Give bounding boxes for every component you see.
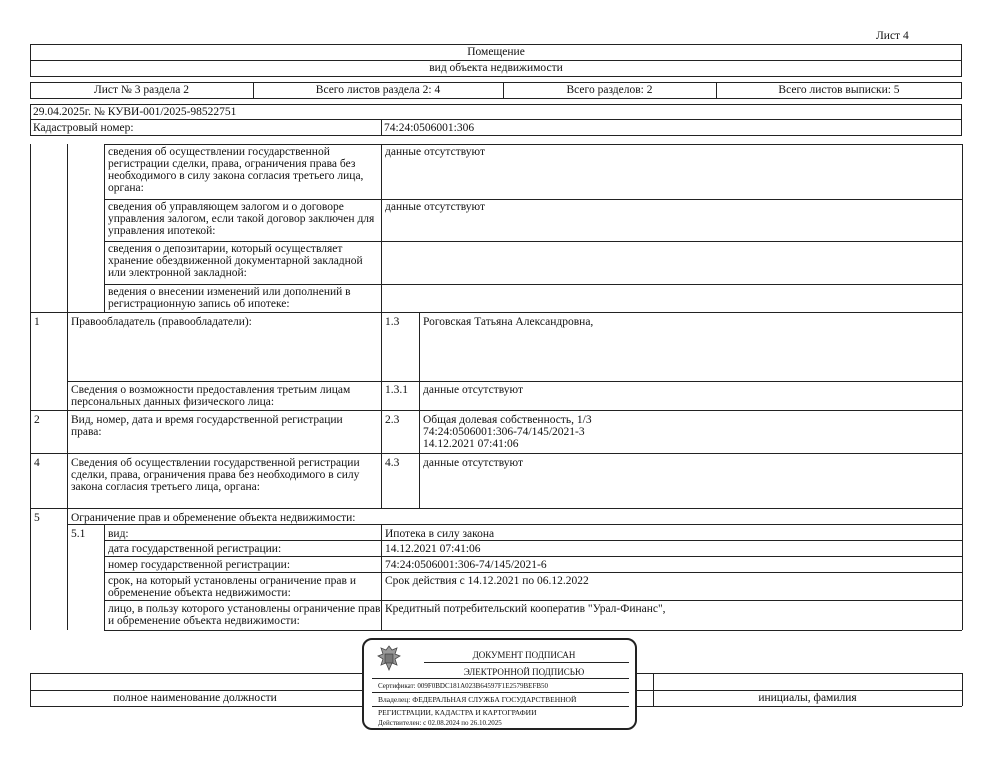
object-type-title: Помещение	[467, 46, 525, 58]
encumbrance-term: Срок действия с 14.12.2021 по 06.12.2022	[385, 575, 589, 587]
encumbrance-beneficiary: Кредитный потребительский кооператив "Урал-Финанс",	[385, 603, 666, 615]
row-label: Сведения о возможности предоставления третьим лицам персональных данных физического лица:	[71, 384, 351, 408]
row-code: 2.3	[385, 414, 400, 426]
row-code: 1.3.1	[385, 384, 408, 396]
top-row-label: сведения о депозитарии, который осуществляет хранение обездвиженной документарной закладной или электронной закладной:	[108, 243, 363, 279]
top-row-label: ведения о внесении изменений или дополнений в регистрационную запись об ипотеке:	[108, 286, 351, 310]
total-sheets-extract: Всего листов выписки: 5	[778, 84, 900, 96]
top-row-label: сведения об управляющем залогом и о договоре управления залогом, если такой договор заключен для управления ипотекой:	[108, 201, 375, 237]
document-reference: 29.04.2025г. № КУВИ-001/2025-98522751	[33, 106, 237, 118]
position-label: полное наименование должности	[113, 692, 277, 704]
right-reg-number: 74:24:0506001:306-74/145/2021-3	[423, 426, 585, 438]
cadastral-number: 74:24:0506001:306	[384, 122, 475, 134]
row-number: 2	[34, 414, 40, 426]
right-holder-name: Роговская Татьяна Александровна,	[423, 316, 594, 328]
row-number: 1	[34, 316, 40, 328]
encumbrance-reg-number: 74:24:0506001:306-74/145/2021-6	[385, 559, 547, 571]
encumbrance-label: номер государственной регистрации:	[108, 559, 291, 571]
stamp-owner: Владелец: ФЕДЕРАЛЬНАЯ СЛУЖБА ГОСУДАРСТВЕННОЙ	[378, 695, 577, 704]
row-number: 4	[34, 457, 40, 469]
encumbrance-reg-date: 14.12.2021 07:41:06	[385, 543, 481, 555]
row-label: Ограничение прав и обременение объекта недвижимости:	[71, 512, 356, 524]
row-number: 5	[34, 512, 40, 524]
total-sheets-section: Всего листов раздела 2: 4	[315, 84, 441, 96]
electronic-signature-stamp	[362, 638, 637, 730]
encumbrance-label: вид:	[108, 528, 129, 540]
sheet-number: Лист № 3 раздела 2	[93, 84, 190, 96]
stamp-owner-cont: РЕГИСТРАЦИИ, КАДАСТРА И КАРТОГРАФИИ	[378, 708, 537, 717]
top-row-label: сведения об осуществлении государственной регистрации сделки, права, ограничения права без необходимого в силу закона согласия третьего лица, органа:	[108, 146, 364, 194]
row-code: 4.3	[385, 457, 400, 469]
emblem-icon	[376, 644, 402, 674]
top-row-value: данные отсутствуют	[385, 146, 485, 158]
stamp-certificate: Сертификат: 009F0BDC181A023B64597F1E2579BEFB50	[378, 682, 549, 690]
row-label: Вид, номер, дата и время государственной регистрации права:	[71, 414, 343, 438]
right-reg-date: 14.12.2021 07:41:06	[423, 438, 519, 450]
top-row-value: данные отсутствуют	[385, 201, 485, 213]
name-label: инициалы, фамилия	[758, 692, 857, 704]
row-code: 1.3	[385, 316, 400, 328]
row-value: данные отсутствуют	[423, 457, 523, 469]
total-sections: Всего разделов: 2	[566, 84, 653, 96]
encumbrance-number: 5.1	[71, 528, 86, 540]
row-label: Правообладатель (правообладатели):	[71, 316, 252, 328]
cadastral-label: Кадастровый номер:	[33, 122, 134, 134]
right-type: Общая долевая собственность, 1/3	[423, 414, 592, 426]
encumbrance-type: Ипотека в силу закона	[385, 528, 495, 540]
sheet-label: Лист 4	[876, 30, 909, 42]
encumbrance-label: срок, на который установлены ограничение прав и обременение объекта недвижимости:	[108, 575, 356, 599]
object-type-subtitle: вид объекта недвижимости	[429, 62, 563, 74]
encumbrance-label: лицо, в пользу которого установлены ограничение прав и обременение объекта недвижимости:	[108, 603, 381, 627]
stamp-line1: ДОКУМЕНТ ПОДПИСАН	[472, 650, 576, 660]
stamp-line2: ЭЛЕКТРОННОЙ ПОДПИСЬЮ	[463, 667, 585, 677]
stamp-validity: Действителен: с 02.08.2024 по 26.10.2025	[378, 719, 502, 727]
row-value: данные отсутствуют	[423, 384, 523, 396]
encumbrance-label: дата государственной регистрации:	[108, 543, 282, 555]
row-label: Сведения об осуществлении государственной регистрации сделки, права, ограничения права без необходимого в силу закона согласия третьего лица, органа:	[71, 457, 360, 493]
